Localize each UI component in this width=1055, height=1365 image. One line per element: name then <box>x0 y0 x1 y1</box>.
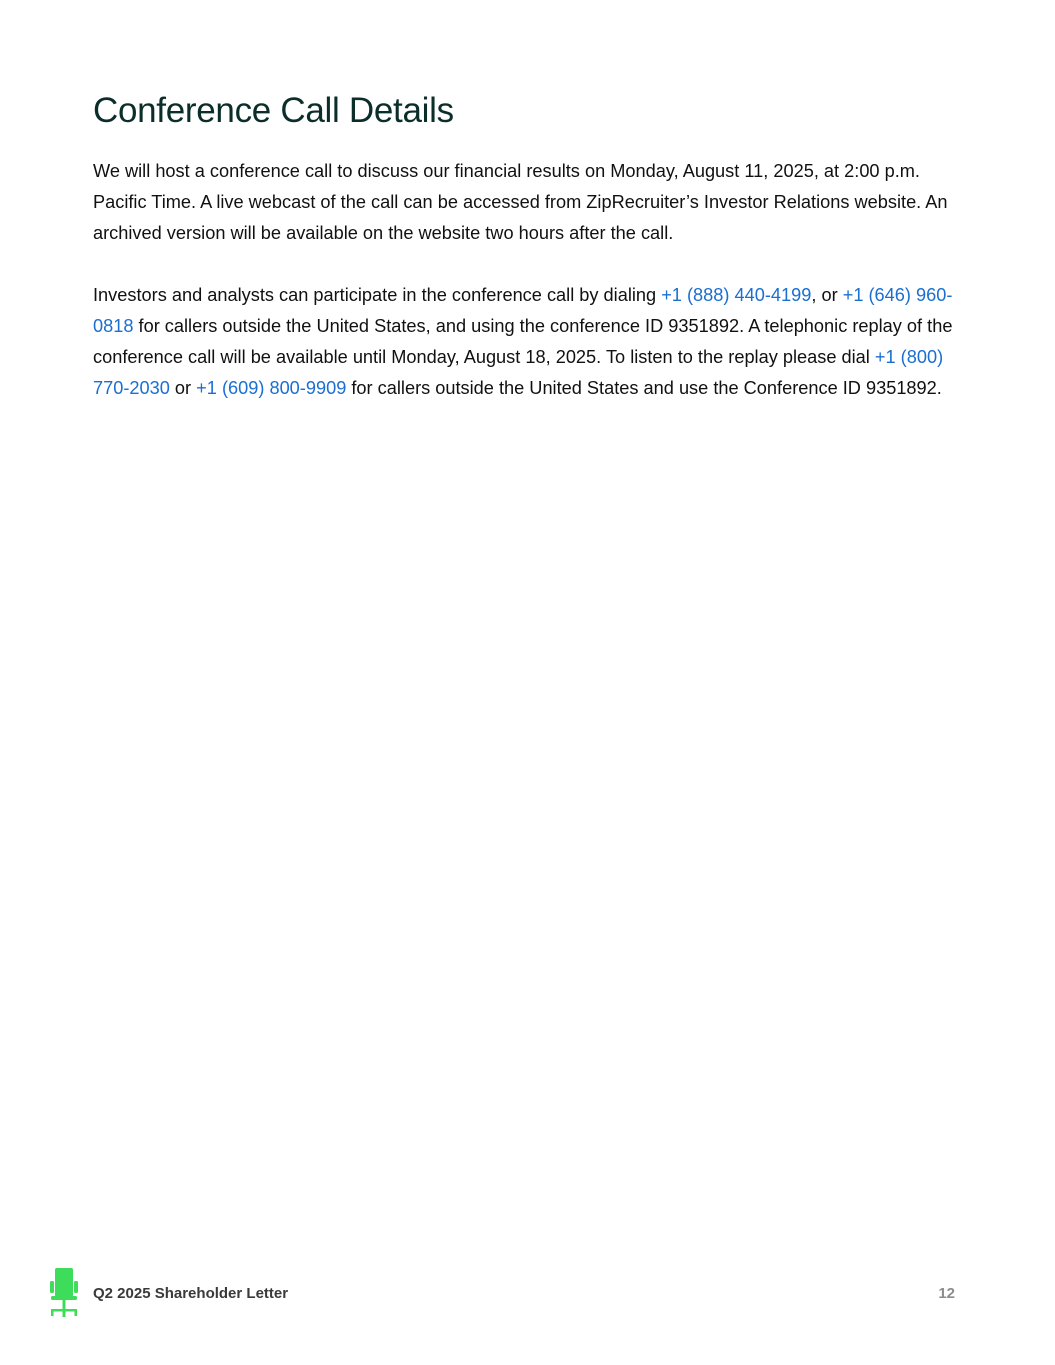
paragraph-text: Investors and analysts can participate in the conference call by dialing <box>93 285 662 305</box>
paragraph-text: or <box>169 378 197 398</box>
paragraph-text: , or <box>811 285 843 305</box>
phone-link-replay-international[interactable]: +1 (609) 800-9909 <box>196 378 347 398</box>
paragraph-dial-in-details <box>93 280 968 404</box>
paragraph-text: for callers outside the United States, and using the conference ID 9351892. A telephonic replay of the conference call will be available until Monday, August 18, 2025. To listen to the replay please dial <box>93 316 953 367</box>
page-heading: Conference Call Details <box>93 91 454 130</box>
phone-link-replay-us[interactable]: +1 (800) 770-2030 <box>93 347 944 398</box>
paragraph-conference-call-intro: We will host a conference call to discuss our financial results on Monday, August 11, 2025, at 2:00 p.m. Pacific Time. A live webcast of the call can be accessed from ZipRecruiter’s Investor Relations website. An archived version will be available on the website two hours after the call. <box>93 161 948 243</box>
phone-link-us[interactable]: +1 (888) 440-4199 <box>661 285 812 305</box>
footer-page-number: 12 <box>938 1285 955 1302</box>
footer-document-title: Q2 2025 Shareholder Letter <box>93 1285 289 1302</box>
paragraph-text: for callers outside the United States and use the Conference ID 9351892. <box>346 378 942 398</box>
office-chair-icon <box>48 1267 80 1319</box>
phone-link-international[interactable]: +1 (646) 960-0818 <box>93 285 953 336</box>
